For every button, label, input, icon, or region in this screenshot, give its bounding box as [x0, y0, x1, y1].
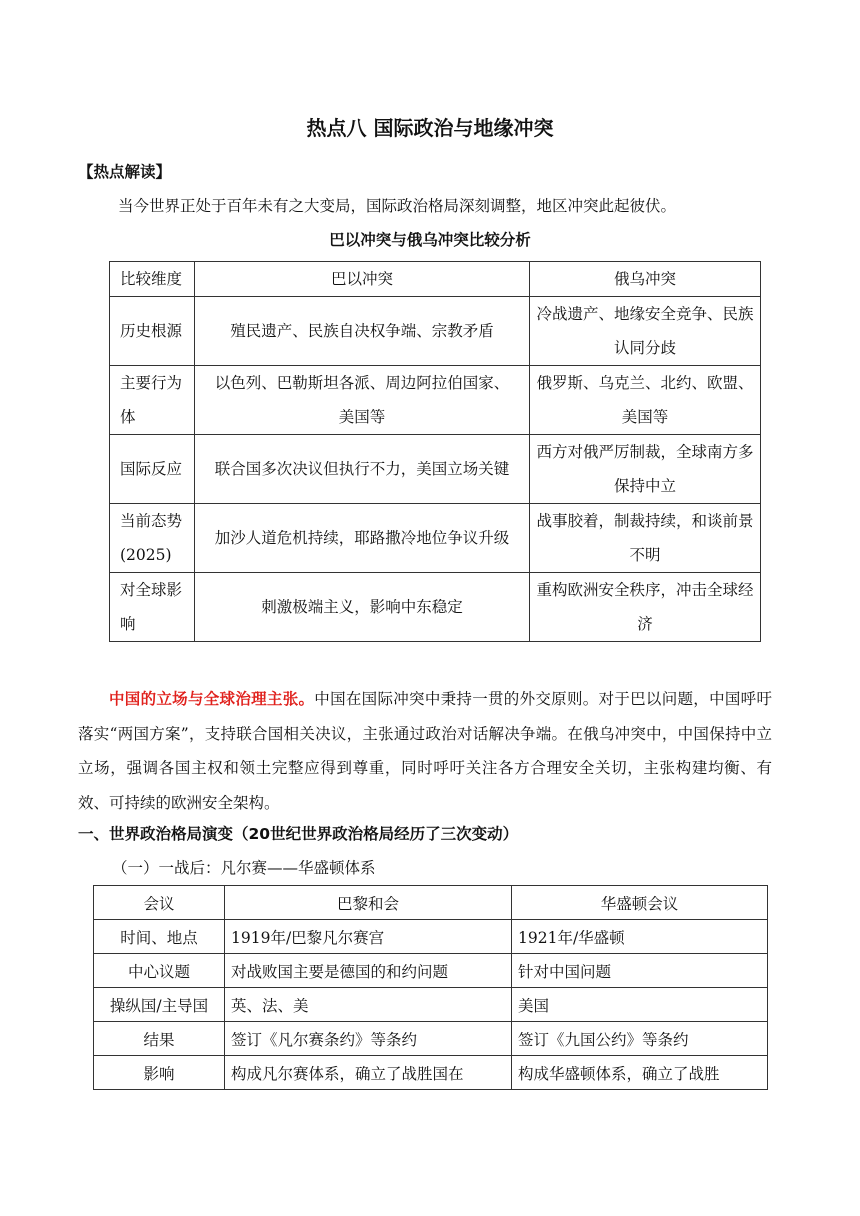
table-cell: 刺激极端主义，影响中东稳定: [195, 573, 530, 642]
table-cell: 签订《凡尔赛条约》等条约: [225, 1022, 512, 1056]
china-position-paragraph: [78, 682, 772, 820]
table-cell: 会议: [94, 886, 225, 920]
table-header-row: [110, 262, 761, 297]
table-cell: 巴黎和会: [225, 886, 512, 920]
table-cell: 中心议题: [94, 954, 225, 988]
table-cell: 对战败国主要是德国的和约问题: [225, 954, 512, 988]
table-cell: 影响: [94, 1056, 225, 1090]
table-row: [94, 954, 768, 988]
compare-table-title: 巴以冲突与俄乌冲突比较分析: [329, 231, 531, 249]
table-cell: 美国: [512, 988, 768, 1022]
table-cell: 1921年/华盛顿: [512, 920, 768, 954]
table-cell: 构成华盛顿体系，确立了战胜: [512, 1056, 768, 1090]
table-cell: 比较维度: [110, 262, 195, 297]
table-row: [110, 366, 761, 435]
table-cell: 重构欧洲安全秩序，冲击全球经济: [530, 573, 761, 642]
compare-table: [109, 261, 761, 642]
table-cell: 加沙人道危机持续，耶路撒冷地位争议升级: [195, 504, 530, 573]
table-cell: 联合国多次决议但执行不力，美国立场关键: [195, 435, 530, 504]
table-row: [110, 435, 761, 504]
table-cell: 对全球影响: [110, 573, 195, 642]
table-row: [94, 1056, 768, 1090]
table-cell: 英、法、美: [225, 988, 512, 1022]
conference-table: [93, 885, 768, 1090]
table-cell: 当前态势(2025): [110, 504, 195, 573]
intro-paragraph: 当今世界正处于百年未有之大变局，国际政治格局深刻调整，地区冲突此起彼伏。: [118, 197, 677, 215]
body-text: 中国在国际冲突中秉持一贯的外交原则。对于巴以问题，中国呼吁落实“两国方案”，支持联合国相关决议，主张通过政治对话解决争端。在俄乌冲突中，中国保持中立立场，强调各国主权和领土完整应得到尊重，同时呼吁关注各方合理安全关切，主张构建均衡、有效、可持续的欧洲安全架构。: [78, 690, 772, 812]
table-row: [94, 988, 768, 1022]
table-cell: 结果: [94, 1022, 225, 1056]
table-cell: 国际反应: [110, 435, 195, 504]
table-cell: 西方对俄严厉制裁，全球南方多保持中立: [530, 435, 761, 504]
table-cell: 战事胶着，制裁持续，和谈前景不明: [530, 504, 761, 573]
table-cell: 针对中国问题: [512, 954, 768, 988]
table-row: [94, 920, 768, 954]
page-title: 热点八 国际政治与地缘冲突: [306, 116, 554, 140]
table-cell: 殖民遗产、民族自决权争端、宗教矛盾: [195, 297, 530, 366]
table-cell: 历史根源: [110, 297, 195, 366]
table-cell: 冷战遗产、地缘安全竞争、民族认同分歧: [530, 297, 761, 366]
table-cell: 巴以冲突: [195, 262, 530, 297]
table-row: [110, 504, 761, 573]
table-row: [110, 573, 761, 642]
table-header-row: [94, 886, 768, 920]
section-heading: 一、世界政治格局演变（20世纪世界政治格局经历了三次变动）: [78, 825, 519, 843]
table-cell: 1919年/巴黎凡尔赛宫: [225, 920, 512, 954]
table-cell: 构成凡尔赛体系，确立了战胜国在: [225, 1056, 512, 1090]
table-cell: 签订《九国公约》等条约: [512, 1022, 768, 1056]
table-cell: 主要行为体: [110, 366, 195, 435]
table-cell: 时间、地点: [94, 920, 225, 954]
table-cell: 以色列、巴勒斯坦各派、周边阿拉伯国家、美国等: [195, 366, 530, 435]
table-cell: 华盛顿会议: [512, 886, 768, 920]
highlight-text: 中国的立场与全球治理主张。: [109, 690, 315, 708]
table-cell: 操纵国/主导国: [94, 988, 225, 1022]
table-cell: 俄乌冲突: [530, 262, 761, 297]
table-row: [94, 1022, 768, 1056]
table-cell: 俄罗斯、乌克兰、北约、欧盟、美国等: [530, 366, 761, 435]
table-row: [110, 297, 761, 366]
section-label: 【热点解读】: [78, 163, 172, 181]
subsection-heading: （一）一战后：凡尔赛——华盛顿体系: [112, 859, 376, 877]
